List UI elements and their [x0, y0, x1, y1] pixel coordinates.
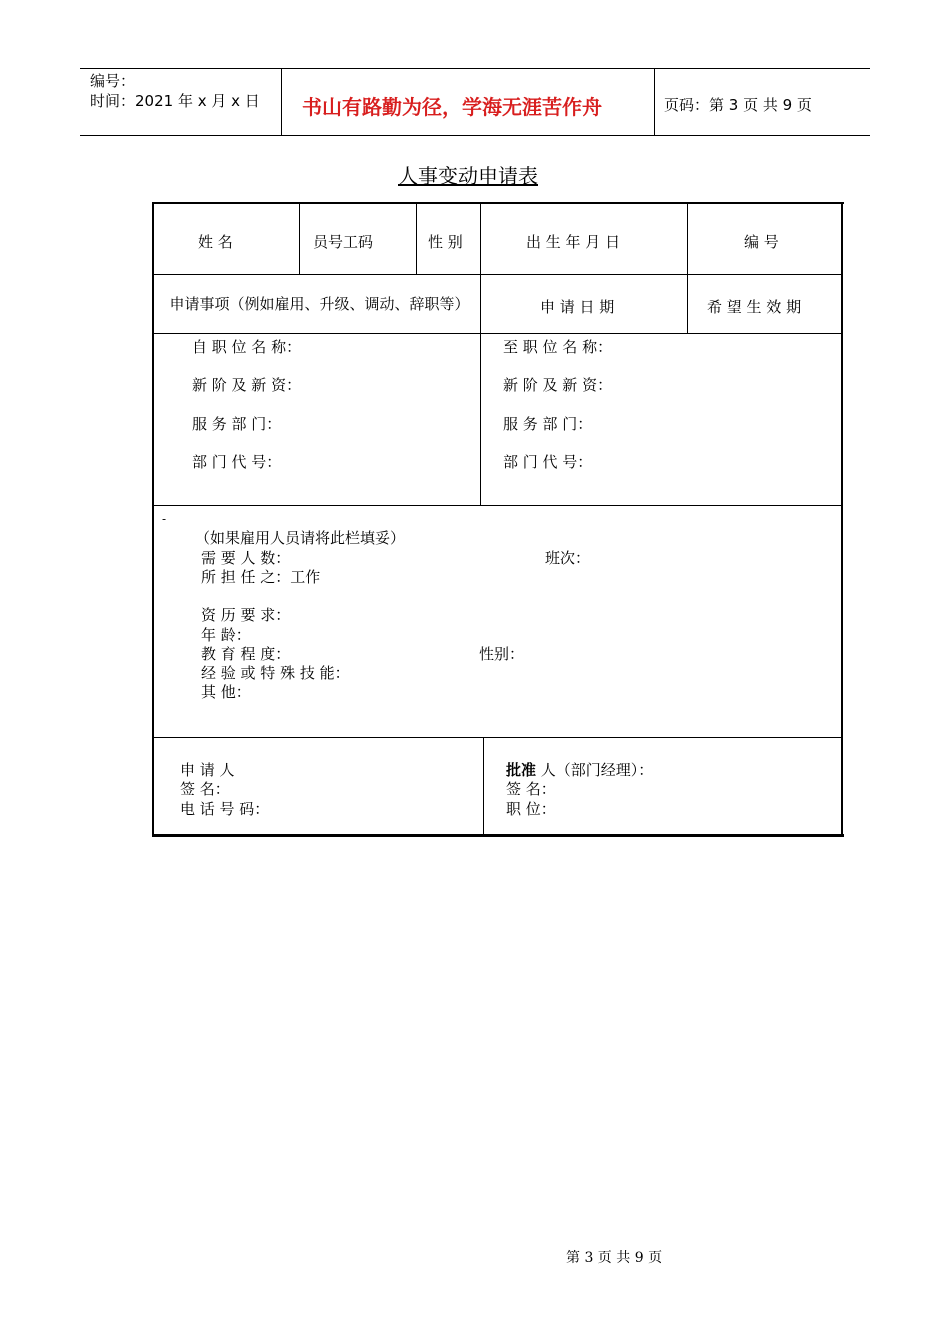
header-top-line	[80, 68, 870, 69]
approver-position-label: 职 位：	[506, 800, 556, 818]
to-department-label: 服 务 部 门：	[503, 415, 593, 433]
hiring-other-label: 其 他：	[201, 683, 251, 701]
hiring-note: （如果雇用人员请将此栏填妥）	[195, 529, 406, 547]
approver-label-bold: 批准	[506, 761, 537, 779]
applicant-signature-label: 签 名：	[180, 780, 230, 798]
approver-label	[506, 759, 653, 780]
header-cell-request-date: 申 请 日 期	[540, 298, 615, 316]
form-border-bottom	[152, 834, 844, 837]
to-dept-code-label: 部 门 代 号：	[503, 453, 593, 471]
header-cell-gender: 性 别	[428, 233, 463, 251]
header-divider-left	[281, 68, 282, 136]
row1-2-divider-4	[687, 203, 688, 334]
hiring-duty-label: 所 担 任 之：工作	[201, 568, 321, 586]
to-grade-salary-label: 新 阶 及 新 资：	[503, 376, 613, 394]
header-cell-serial: 编 号	[744, 233, 779, 251]
row4-bottom-line	[153, 737, 842, 738]
form-border-top	[152, 202, 844, 204]
from-dept-code-label: 部 门 代 号：	[192, 453, 282, 471]
hiring-shift-label: 班次：	[545, 549, 591, 567]
row2-bottom-line	[153, 333, 842, 334]
header-cell-request-item: 申请事项（例如雇用、升级、调动、辞职等）	[169, 295, 470, 313]
approver-signature-label: 签 名：	[506, 780, 556, 798]
hiring-gender-label: 性别：	[479, 645, 525, 663]
header-cell-effective-date: 希 望 生 效 期	[707, 298, 802, 316]
form-border-right	[841, 202, 843, 837]
footer-page-number: 第 3 页 共 9 页	[566, 1250, 663, 1266]
applicant-label: 申 请 人	[180, 761, 235, 779]
header-number-label: 编号：	[90, 72, 136, 90]
header-cell-name: 姓 名	[198, 233, 233, 251]
approver-label-rest: 人（部门经理）：	[536, 761, 654, 779]
page-title: 人事变动申请表	[398, 164, 538, 188]
applicant-phone-label: 电 话 号 码：	[180, 800, 270, 818]
form-border-left	[152, 202, 154, 837]
header-cell-birth-date: 出 生 年 月 日	[526, 233, 621, 251]
hiring-qualification-label: 资 历 要 求：	[201, 606, 291, 624]
hiring-headcount-label: 需 要 人 数：	[201, 549, 291, 567]
header-time-label: 时间：2021 年 x 月 x 日	[90, 92, 260, 110]
row1-divider-1	[299, 203, 300, 275]
to-position-label: 至 职 位 名 称：	[503, 338, 613, 356]
hiring-education-label: 教 育 程 度：	[201, 645, 291, 663]
row1-3-divider-3	[480, 203, 481, 506]
header-divider-right	[654, 68, 655, 136]
from-grade-salary-label: 新 阶 及 新 资：	[192, 376, 302, 394]
row3-bottom-line	[153, 505, 842, 506]
header-page-info: 页码：第 3 页 共 9 页	[664, 96, 812, 114]
row1-bottom-line	[153, 274, 842, 275]
from-position-label: 自 职 位 名 称：	[192, 338, 302, 356]
hiring-age-label: 年 龄：	[201, 626, 251, 644]
hiring-dash: -	[162, 512, 167, 526]
hiring-skills-label: 经 验 或 特 殊 技 能：	[201, 664, 350, 682]
header-bottom-line	[80, 135, 870, 136]
row1-divider-2	[416, 203, 417, 275]
from-department-label: 服 务 部 门：	[192, 415, 282, 433]
row5-divider	[483, 737, 484, 835]
header-cell-employee-no: 员号工码	[313, 233, 374, 251]
header-motto: 书山有路勤为径，学海无涯苦作舟	[302, 95, 602, 119]
